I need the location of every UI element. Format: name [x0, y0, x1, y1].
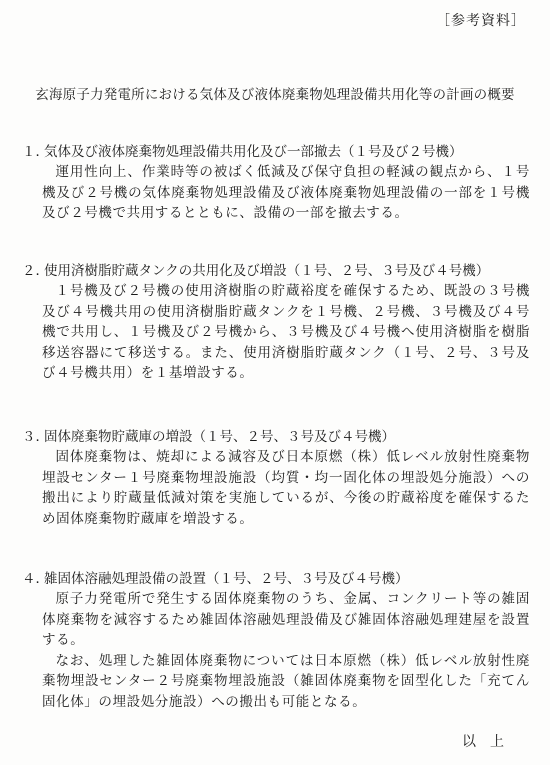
section-heading [20, 262, 530, 281]
section-body [42, 281, 530, 384]
section-2 [20, 262, 530, 384]
section-paragraph: 運用性向上、作業時等の被ばく低減及び保守負担の軽減の観点から、１号機及び２号機の気体廃棄物処理設備及び液体廃棄物処理設備の一部を１号機及び２号機で共用するとともに、設備の一部を撤去する。 [42, 164, 530, 221]
section-1 [20, 143, 530, 224]
section-paragraph: １号機及び２号機の使用済樹脂の貯蔵裕度を確保するため、既設の３号機及び４号機共用の使用済樹脂貯蔵タンクを１号機、２号機、３号機及び４号機で共用し、１号機及び２号機から、３号機及び４号機へ使用済樹脂を樹脂移送容器にて移送する。また、使用済樹脂貯蔵タンク（１号、２号、３号及び４号機共用）を１基増設する。 [42, 283, 530, 381]
section-paragraph: なお、処理した雑固体廃棄物については日本原燃（株）低レベル放射性廃棄物埋設センター２号廃棄物埋設施設（雑固体廃棄物を固型化した「充てん固化体」の埋設処分施設）への搬出も可能となる。 [42, 652, 530, 710]
section-number: １． [22, 144, 49, 160]
section-heading-text: 使用済樹脂貯蔵タンクの共用化及び増設（１号、２号、３号及び４号機） [44, 263, 490, 279]
document-title: 玄海原子力発電所における気体及び液体廃棄物処理設備共用化等の計画の概要 [35, 87, 515, 103]
section-heading [20, 428, 530, 447]
section-heading [20, 143, 530, 162]
section-3 [20, 428, 530, 529]
section-heading-text: 固体廃棄物貯蔵庫の増設（１号、２号、３号及び４号機） [44, 429, 395, 445]
section-heading-text: 雑固体溶融処理設備の設置（１号、２号、３号及び４号機） [44, 571, 409, 587]
section-number: ４． [22, 571, 49, 587]
section-paragraph: 固体廃棄物は、焼却による減容及び日本原燃（株）低レベル放射性廃棄物埋設センター１号廃棄物埋設施設（均質・均一固化体の埋設処分施設）への搬出により貯蔵量低減対策を実施しているが、今後の貯蔵裕度を確保するため固体廃棄物貯蔵庫を増設する。 [42, 449, 530, 527]
section-body [42, 589, 530, 712]
section-body [42, 162, 530, 224]
section-heading [20, 570, 530, 589]
section-heading-text: 気体及び液体廃棄物処理設備共用化及び一部撤去（１号及び２号機） [44, 144, 463, 160]
section-paragraph: 原子力発電所で発生する固体廃棄物のうち、金属、コンクリート等の雑固体廃棄物を減容するため雑固体溶融処理設備及び雑固体溶融処理建屋を設置する。 [42, 591, 530, 648]
section-number: ２． [22, 263, 49, 279]
section-4 [20, 570, 530, 712]
section-number: ３． [22, 429, 49, 445]
section-body [42, 447, 530, 529]
reference-material-label: ［参考資料］ [436, 13, 526, 29]
closing-mark: 以上 [462, 734, 518, 750]
